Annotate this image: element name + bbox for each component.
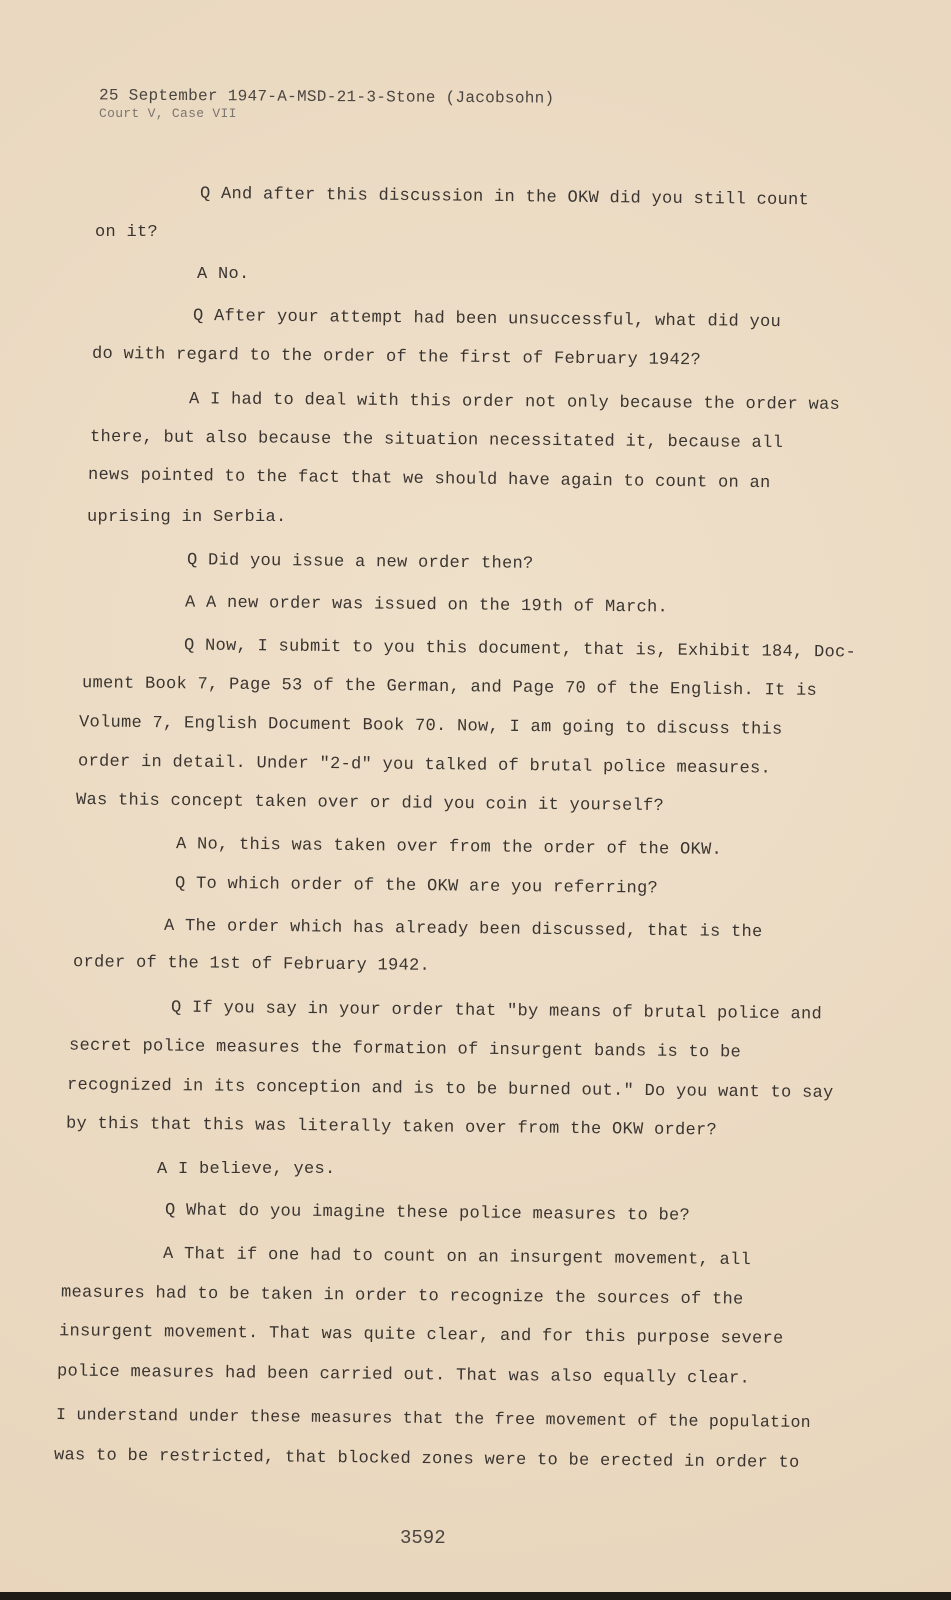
transcript-line: ument Book 7, Page 53 of the German, and Page 70 of the English. It is [81, 674, 818, 701]
transcript-line: insurgent movement. That was quite clear, and for this purpose severe [58, 1322, 784, 1349]
transcript-line: secret police measures the formation of insurgent bands is to be [68, 1036, 742, 1063]
transcript-line: Q If you say in your order that "by means of brutal police and [170, 998, 823, 1025]
transcript-line: Q To which order of the OKW are you referring? [174, 874, 659, 899]
header-line-1: 25 September 1947-A-MSD-21-3-Stone (Jacobsohn) [98, 86, 555, 108]
transcript-line: recognized in its conception and is to be burned out." Do you want to say [66, 1075, 834, 1104]
header-line-2: Court V, Case VII [99, 106, 237, 121]
transcript-line: news pointed to the fact that we should have again to count on an [87, 465, 771, 494]
page-number: 3592 [400, 1527, 446, 1549]
transcript-line: A I believe, yes. [157, 1160, 336, 1179]
transcript-line: uprising in Serbia. [87, 508, 287, 527]
transcript-line: Volume 7, English Document Book 70. Now, I am going to discuss this [78, 713, 783, 740]
transcript-line: order of the 1st of February 1942. [72, 953, 431, 976]
transcript-line: Was this concept taken over or did you coin it yourself? [75, 790, 665, 817]
transcript-line: Q What do you imagine these police measures to be? [164, 1201, 691, 1226]
transcript-line: on it? [95, 223, 159, 242]
transcript-line: Q And after this discussion in the OKW did you still count [199, 184, 810, 211]
transcript-line: by this that this was literally taken over from the OKW order? [65, 1114, 718, 1141]
transcript-line: there, but also because the situation necessitated it, because all [89, 427, 784, 454]
transcript-line: I understand under these measures that the free movement of the population [55, 1405, 812, 1432]
transcript-line: do with regard to the order of the first of February 1942? [91, 344, 702, 371]
transcript-line: Q After your attempt had been unsuccessful, what did you [192, 306, 782, 333]
transcript-line: Q Now, I submit to you this document, that is, Exhibit 184, Doc- [183, 636, 857, 663]
transcript-line: measures had to be taken in order to recognize the sources of the [60, 1283, 744, 1310]
transcript-line: order in detail. Under "2-d" you talked of brutal police measures. [77, 752, 772, 779]
transcript-line: Q Did you issue a new order then? [186, 551, 534, 574]
transcript-line: A The order which has already been discussed, that is the [163, 916, 763, 943]
transcript-line: A That if one had to count on an insurgent movement, all [162, 1244, 752, 1271]
transcript-line: was to be restricted, that blocked zones were to be erected in order to [53, 1446, 800, 1473]
transcript-line: A I had to deal with this order not only because the order was [188, 390, 841, 415]
transcript-line: police measures had been carried out. That was also equally clear. [56, 1362, 751, 1389]
scan-edge [0, 1592, 951, 1600]
transcript-line: A No, this was taken over from the order of the OKW. [175, 835, 723, 860]
transcript-line: A No. [197, 265, 250, 284]
transcript-line: A A new order was issued on the 19th of March. [184, 593, 669, 618]
